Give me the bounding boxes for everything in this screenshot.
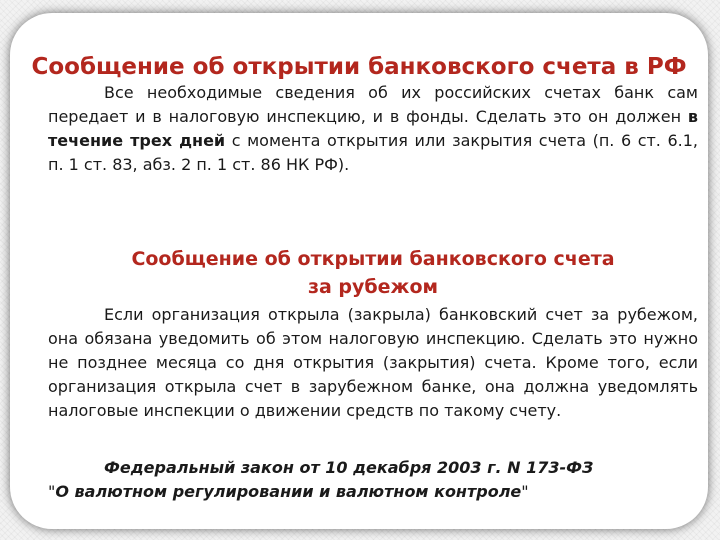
law-name: О валютном регулировании и валютном контроле (55, 482, 522, 501)
section-title-foreign (48, 245, 698, 301)
law-title: Федеральный закон от 10 декабря 2003 г. N 173-ФЗ (104, 458, 594, 477)
paragraph2-text: Если организация открыла (закрыла) банковский счет за рубежом, она обязана уведомить об этом налоговую инспекцию. Сделать это нужно не позднее месяца со дня открытия (закрытия) счета. Кроме того, если организация открыла счет в зарубежном банке, она должна уведомлять налоговые инспекции о движении средств по такому счету. (48, 305, 698, 420)
law-quote-close: " (521, 482, 529, 501)
law-reference (48, 456, 698, 504)
law-quote-open: " (48, 482, 56, 501)
slide-title: Сообщение об открытии банковского счета в РФ (31, 54, 687, 80)
paragraph1-bold-deadline: в течение трех дней (48, 107, 698, 150)
paragraph1-text-start: Все необходимые сведения об их российских счетах банк сам передает и в налоговую инспекцию, и в фонды. Сделать это он должен (48, 83, 698, 126)
paragraph-foreign-accounts (48, 303, 698, 423)
section-title-line1: Сообщение об открытии банковского счета (131, 248, 615, 270)
slide-card (10, 13, 708, 529)
section-title-line2: за рубежом (307, 276, 439, 298)
paragraph-bank-accounts-rf (48, 81, 698, 177)
paragraph1-text-end: с момента открытия или закрытия счета (п. 6 ст. 6.1, п. 1 ст. 83, абз. 2 п. 1 ст. 86 НК РФ). (48, 131, 698, 174)
